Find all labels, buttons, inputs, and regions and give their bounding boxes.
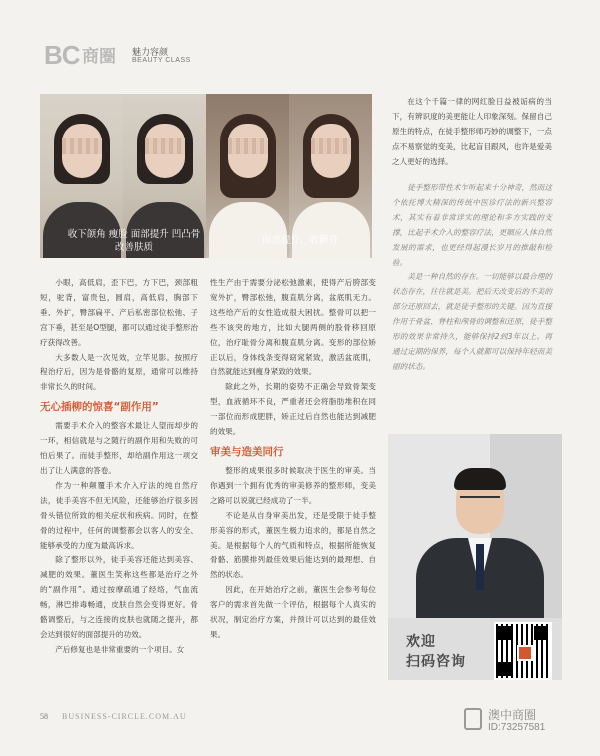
section-subtitle: BEAUTY CLASS xyxy=(132,57,191,64)
consult-line-2: 扫码咨询 xyxy=(406,654,466,670)
paragraph: 需要手术介入的整容术最让人望而却步的一环，相信就是与之随行的副作用和失败的可怕后果了。而徒手整形，却给副作用这一项交出了让人满意的答卷。 xyxy=(40,421,198,475)
watermark-id: ID:73257581 xyxy=(488,722,546,733)
paragraph: 性生产由于需要分泌松弛激素，使得产后胯部变宽外扩，臀部松弛，腹直肌分离，盆底肌无力。这些给产后的女性造成很大困扰。整骨可以把一些不该突的地方，比如大腿两侧的股骨移回原位，治疗耻骨分离和腹直肌分离。变形的部位矫正以后，身体线条变得窈窕紧致，激活盆底肌，自然就能达到瘦身紧致的效果。 xyxy=(210,278,376,377)
paragraph: 除此之外，长期的姿势不正确会导致骨架变型，血液循环不良，严重者还会将脂肪堆积在同一部位而形成肥胖，矫正过后自然也能达到减肥的效果。 xyxy=(210,382,376,437)
article-column-3 xyxy=(392,95,552,170)
face-blur xyxy=(311,138,351,154)
paragraph: 作为一种颠覆手术介入疗法的纯自然疗法，徒手美容不但无风险，还能够治疗很多因骨头错位所致的相关症状和疾病。同时，在整骨的过程中，任何的调整都会以客人的安全、能够承受的力度为最高诉求。 xyxy=(40,480,198,550)
section-title: 魅力容颜 xyxy=(132,48,169,58)
qr-code-icon[interactable] xyxy=(494,622,552,680)
glasses-icon xyxy=(460,496,500,508)
magazine-logo: BC xyxy=(44,40,80,70)
page-number: 58 xyxy=(40,712,48,721)
subheading: 审美与造美同行 xyxy=(210,445,284,458)
paragraph: 整形的成果很多时候取决于医生的审美。当你遇到一个拥有优秀的审美修养的整形师，变美之路可以说就已经成功了一半。 xyxy=(210,465,376,505)
subheading: 无心插柳的惊喜“副作用” xyxy=(40,401,159,414)
doctor-portrait xyxy=(388,434,562,634)
consult-text xyxy=(406,632,466,672)
paragraph: 小眼，高低肩，歪下巴，方下巴，颈部粗短，驼背，富贵包，圆肩，高低肩，胸部下垂、外扩，臀部扁平、产后私密部位松弛、子宫下垂，甚至是O型腿，都可以通过徒手整形治疗获得改善。 xyxy=(40,278,198,347)
pull-quote-paragraph: 美是一种自然的存在。一切能够以最合理的状态存在，往往就是美。把后天改变后的不美的部分还原回去，就是徒手整形的关键。因为直接作用于骨盆、脊柱和颅骨的调整和还原，徒手整形的效果非常持久，能够保持2到3年以上。再通过定期的保养，每个人就都可以保持年轻而美丽的状态。 xyxy=(392,272,552,371)
watermark-account: 澳中商圈 xyxy=(488,708,537,722)
face-blur xyxy=(145,138,185,154)
wechat-watermark-icon xyxy=(464,708,482,730)
photo-caption-right: 面部提升、收颧骨 xyxy=(261,235,338,246)
paragraph: 因此，在开始治疗之前，董医生会参考每位客户的需求首先做一个评估，根据每个人真实的状况，制定治疗方案，并预计可以达到的最佳效果。 xyxy=(210,585,376,639)
consult-line-1: 欢迎 xyxy=(406,634,436,650)
photo-caption-left: 收下颌角 瘦脸 面部提升 凹凸骨 改善肤质 xyxy=(67,229,201,253)
article-column-2 xyxy=(210,276,376,643)
paragraph: 产后修复也是非常重要的一个项目。女 xyxy=(55,644,185,654)
footer-website: BUSINESS-CIRCLE.COM.AU xyxy=(62,712,187,721)
face-blur xyxy=(62,138,102,154)
paragraph: 在这个千篇一律的网红脸日益被诟病的当下，有辨识度的美更能让人印象深刻。保留自己原生的特点，在徒手整形师巧妙的调整下，一点点不易察觉的变美，比起盲目跟风，也许是爱美之人更好的选择。 xyxy=(392,97,552,166)
qr-consult-box xyxy=(388,618,562,680)
paragraph: 不论是从自身审美出发，还是受限于徒手整形美容的形式，董医生极力追求的，都是自然之美。是根据每个人的气质和特点，根据所能恢复骨骼、筋膜排列最佳效果后能达到的最理想、自然的状态。 xyxy=(210,510,376,580)
face-blur xyxy=(228,138,268,154)
article-column-3-pullquote xyxy=(392,181,552,375)
paragraph: 除了整形以外，徒手美容还能达到美容、减肥的效果。董医生笑称这些都是治疗之外的“副作用”。通过按摩疏通了经络，气血流畅，淋巴排毒畅通，皮肤自然会变得更好。骨骼调整后，与之连接的皮肤也就随之提升，都会达到很好的面部提升的功效。 xyxy=(40,555,198,639)
article-column-1 xyxy=(40,276,198,658)
magazine-logo-cn: 商圈 xyxy=(82,47,116,67)
paragraph: 大多数人是一次见效，立竿见影。按照疗程治疗后，因为是骨骼的复原，通常可以维持非常长久的时间。 xyxy=(40,352,198,392)
pull-quote-paragraph: 徒手整形带性术乍听起来十分神奇，然而这个依托博大精深的传统中医诊疗法的新兴整容术，其实有着非常详实的理论和多方实践的支撑，比起手术介入的整容疗法，更顺应人体自然发展的需求，也更经得起漫长岁月的推敲和检验。 xyxy=(392,183,552,267)
